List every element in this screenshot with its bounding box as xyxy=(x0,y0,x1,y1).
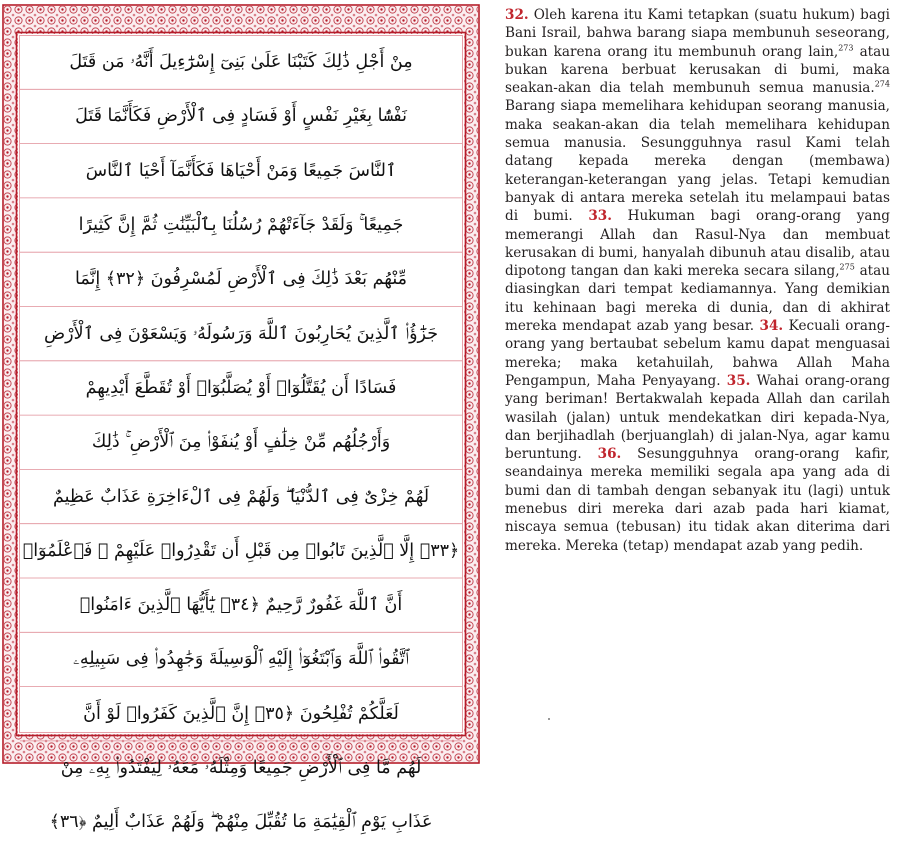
arabic-text-block xyxy=(19,35,463,849)
verse-33-text-a: Hukuman bagi orang-orang yang memerangi Allah dan Rasul-Nya dan membuat kerusakan di bumi, hanyalah dibunuh atau disalib, atau dipotong tangan dan kaki mereka secara silang, xyxy=(505,208,890,280)
arabic-line: مِّنْهُم بَعْدَ ذَٰلِكَ فِى ٱلْأَرْضِ لَمُسْرِفُونَ ﴿٣٢﴾ إِنَّمَا xyxy=(75,269,407,290)
verse-number-34: 34. xyxy=(759,318,784,335)
verse-number-35: 35. xyxy=(726,372,751,389)
verse-33-text-b: atau diasingkan dari tempat kediamannya. Yang demikian itu kehinaan bagi mereka di dunia, dan di akhirat mereka mendapat azab yang besar. xyxy=(505,263,890,335)
mushaf-page xyxy=(2,4,480,833)
arabic-line: ٱلنَّاسَ جَمِيعًا وَمَنْ أَحْيَاهَا فَكَأَنَّمَآ أَحْيَا ٱلنَّاسَ xyxy=(85,160,397,181)
arabic-line: وَأَرْجُلُهُم مِّنْ خِلَٰفٍ أَوْ يُنفَوْا۟ مِنَ ٱلْأَرْضِ ۚ ذَٰلِكَ xyxy=(91,432,391,453)
arabic-line: عَذَابِ يَوْمِ ٱلْقِيَٰمَةِ مَا تُقُبِّلَ مِنْهُمْ ۖ وَلَهُمْ عَذَابٌ أَلِيمٌ ﴿٣٦﴾ xyxy=(49,812,433,833)
translation-paragraph xyxy=(505,6,890,555)
arabic-line: مِنْ أَجْلِ ذَٰلِكَ كَتَبْنَا عَلَىٰ بَنِىٓ إِسْرَٰٓءِيلَ أَنَّهُۥ مَن قَتَلَ xyxy=(69,52,413,73)
translation-column xyxy=(505,6,890,555)
arabic-line: فَسَادًا أَن يُقَتَّلُوٓا۟ أَوْ يُصَلَّبُوٓا۟ أَوْ تُقَطَّعَ أَيْدِيهِمْ xyxy=(85,377,397,398)
verse-36-text: Sesungguhnya orang-orang kafir, seandainya mereka memiliki segala apa yang ada di bumi dan di tambah dengan sebanyak itu (lagi) untuk menebus diri mereka dari azab pada hari kiamat, niscaya semua (tebusan) itu tidak akan diterima dari mereka. Mereka (tetap) mendapat azab yang pedih. xyxy=(505,446,890,554)
footnote-273[interactable]: 273 xyxy=(838,43,854,53)
arabic-line: لَهُم مَّا فِى ٱلْأَرْضِ جَمِيعًا وَمِثْلَهُۥ مَعَهُۥ لِيَفْتَدُوا۟ بِهِۦ مِنْ xyxy=(60,758,422,778)
arabic-line: أَنَّ ٱللَّهَ غَفُورٌ رَّحِيمٌ ﴿٣٤﴾ يَٰٓأَيُّهَا ٱلَّذِينَ ءَامَنُوا۟ xyxy=(79,595,403,616)
arabic-line: ﴿٣٣﴾ إِلَّا ٱلَّذِينَ تَابُوا۟ مِن قَبْلِ أَن تَقْدِرُوا۟ عَلَيْهِمْ ۖ فَٱعْلَمُوٓا۟ xyxy=(22,540,460,561)
arabic-line: ٱتَّقُوا۟ ٱللَّهَ وَٱبْتَغُوٓا۟ إِلَيْهِ ٱلْوَسِيلَةَ وَجَٰهِدُوا۟ فِى سَبِيلِهِۦ xyxy=(73,649,409,670)
verse-number-36: 36. xyxy=(597,446,622,463)
arabic-line: جَزَٰٓؤُا۟ ٱلَّذِينَ يُحَارِبُونَ ٱللَّهَ وَرَسُولَهُۥ وَيَسْعَوْنَ فِى ٱلْأَرْضِ xyxy=(43,323,439,344)
footnote-275[interactable]: 275 xyxy=(839,262,855,272)
page-mark xyxy=(548,718,550,720)
verse-32-text-c: Barang siapa memelihara kehidupan seorang manusia, maka seakan-akan dia telah memelihara kehidupan semua manusia. Sesungguhnya rasul Kami telah datang kepada mereka dengan (membawa) keterangan-keterangan yang jelas. Tetapi kemudian banyak di antara mereka setelah itu melampaui batas di bumi. xyxy=(505,98,890,225)
arabic-line: لَهُمْ خِزْىٌ فِى ٱلدُّنْيَا ۖ وَلَهُمْ فِى ٱلْءَاخِرَةِ عَذَابٌ عَظِيمٌ xyxy=(52,486,430,507)
arabic-line: جَمِيعًا ۚ وَلَقَدْ جَآءَتْهُمْ رُسُلُنَا بِٱلْبَيِّنَٰتِ ثُمَّ إِنَّ كَثِيرًا xyxy=(78,215,404,236)
arabic-line: نَفْسًۢا بِغَيْرِ نَفْسٍ أَوْ فَسَادٍ فِى ٱلْأَرْضِ فَكَأَنَّمَا قَتَلَ xyxy=(75,106,407,127)
verse-34-text: Kecuali orang-orang yang bertaubat sebelum kamu dapat menguasai mereka; maka ketahuilah, bahwa Allah Maha Pengampun, Maha Penyayang. xyxy=(505,318,890,389)
verse-number-33: 33. xyxy=(588,208,612,225)
verse-32-text-a: Oleh karena itu Kami tetapkan (suatu hukum) bagi Bani Israil, bahwa barang siapa membunuh seseorang, bukan karena orang itu membunuh orang lain, xyxy=(505,7,890,60)
arabic-line: لَعَلَّكُمْ تُفْلِحُونَ ﴿٣٥﴾ إِنَّ ٱلَّذِينَ كَفَرُوا۟ لَوْ أَنَّ xyxy=(83,703,399,724)
verse-number-32: 32. xyxy=(505,7,529,23)
verse-32-text-b: atau bukan karena berbuat kerusakan di bumi, maka seakan-akan dia telah membunuh semua manusia. xyxy=(505,43,890,97)
footnote-274[interactable]: 274 xyxy=(874,79,890,89)
verse-35-text: Wahai orang-orang yang beriman! Bertakwalah kepada Allah dan carilah wasilah (jalan) untuk mendekatkan diri kepada-Nya, dan berjihadlah (berjuanglah) di jalan-Nya, agar kamu beruntung. xyxy=(505,372,890,463)
